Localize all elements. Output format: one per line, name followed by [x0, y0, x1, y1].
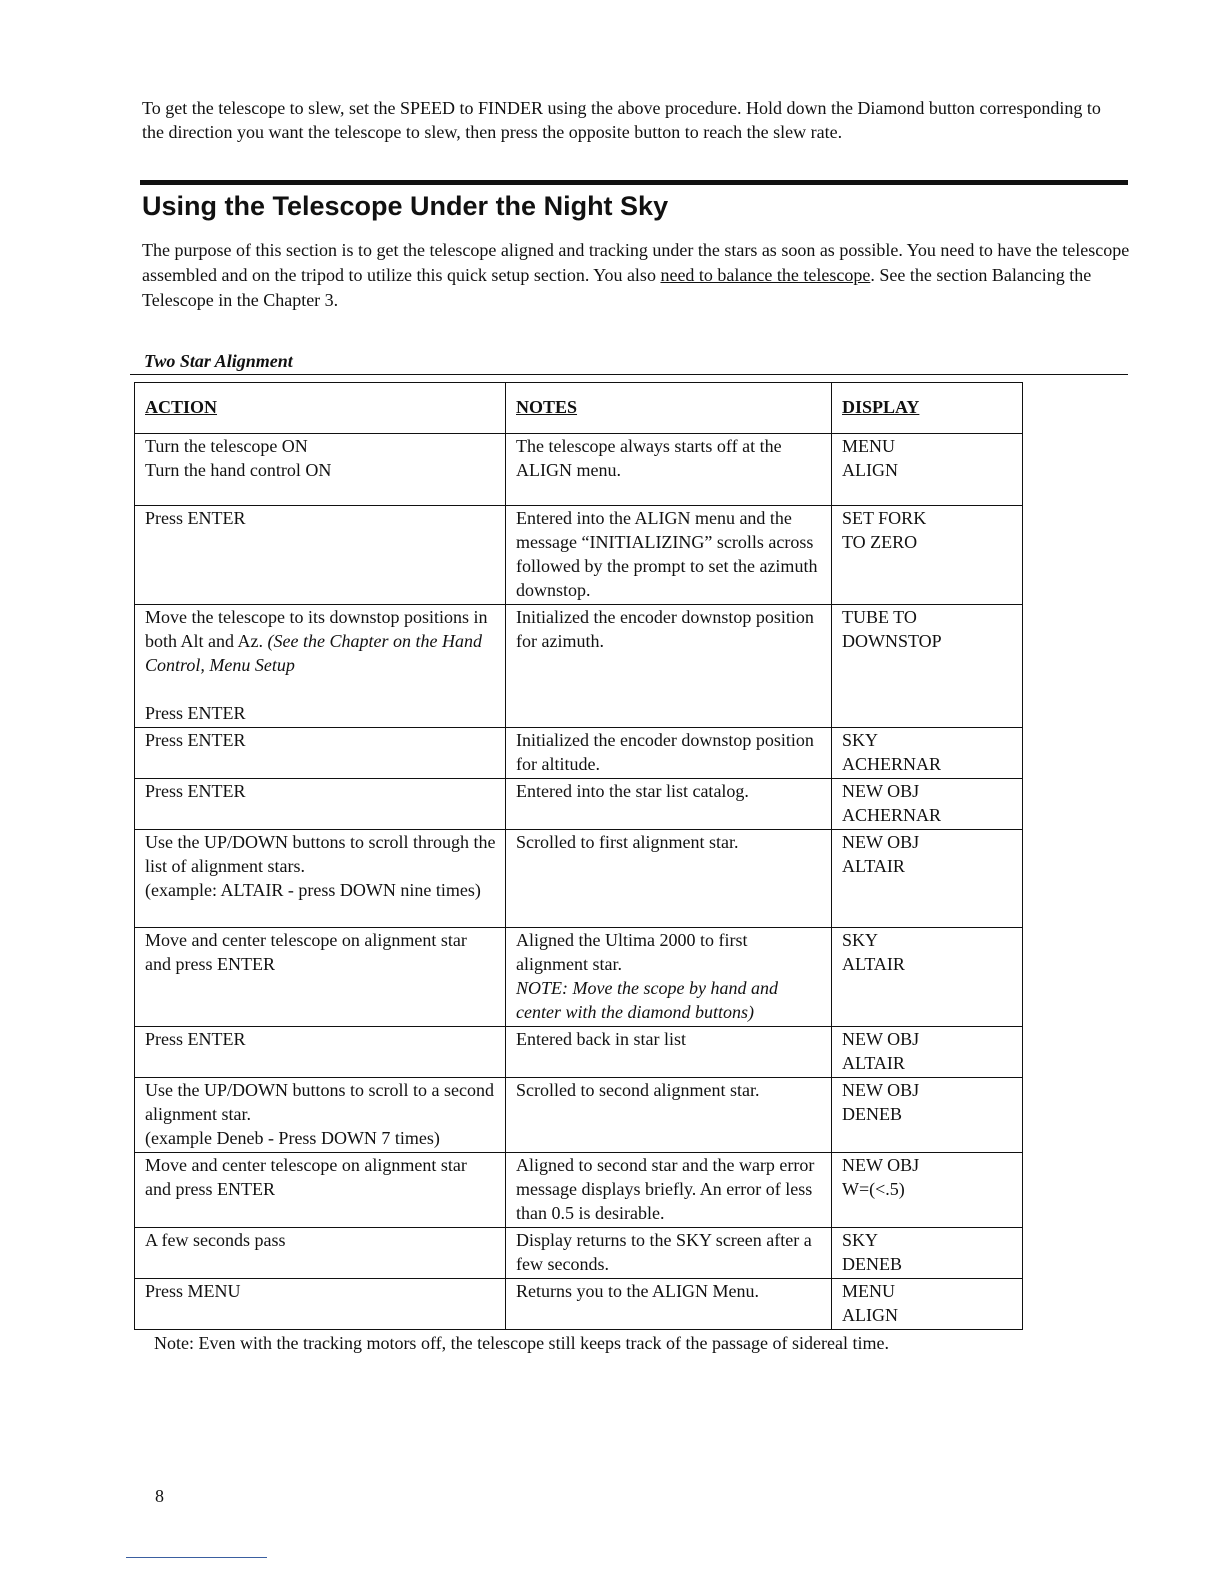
display-cell: NEW OBJ DENEB — [832, 1078, 1023, 1153]
display-cell: SET FORK TO ZERO — [832, 506, 1023, 605]
notes-cell: Scrolled to first alignment star. — [506, 830, 832, 928]
action-cell: Move and center telescope on alignment star and press ENTER — [135, 1153, 506, 1228]
footnote: Note: Even with the tracking motors off, the telescope still keeps track of the passage of sidereal time. — [154, 1333, 889, 1353]
action-cell: Use the UP/DOWN buttons to scroll through the list of alignment stars. (example: ALTAIR - press DOWN nine times) — [135, 830, 506, 928]
table-row — [135, 728, 1023, 779]
notes-cell: Scrolled to second alignment star. — [506, 1078, 832, 1153]
table-row — [135, 1027, 1023, 1078]
action-cell: Move and center telescope on alignment star and press ENTER — [135, 928, 506, 1027]
action-cell: Press ENTER — [135, 779, 506, 830]
table-header-row — [135, 383, 1023, 434]
notes-cell: The telescope always starts off at the ALIGN menu. — [506, 434, 832, 506]
section-heading: Using the Telescope Under the Night Sky — [142, 191, 669, 221]
balance-telescope-link[interactable]: need to balance the telescope — [660, 265, 871, 285]
notes-cell: Returns you to the ALIGN Menu. — [506, 1279, 832, 1330]
action-cell: Press ENTER — [135, 728, 506, 779]
action-cell: Use the UP/DOWN buttons to scroll to a second alignment star. (example Deneb - Press DOWN 7 times) — [135, 1078, 506, 1153]
purpose-text-before: The purpose of this section is to get the telescope aligned and tracking under the stars as soon as possible. You need to have the telescope assembled and on the tripod to utilize this quick setup section. You also — [142, 240, 1130, 285]
table-row — [135, 928, 1023, 1027]
notes-cell: Aligned the Ultima 2000 to first alignment star. NOTE: Move the scope by hand and center with the diamond buttons) — [506, 928, 832, 1027]
notes-cell: Entered into the star list catalog. — [506, 779, 832, 830]
table-row — [135, 830, 1023, 928]
header-display: DISPLAY — [832, 383, 1023, 434]
action-cell: Move the telescope to its downstop positions in both Alt and Az. (See the Chapter on the Hand Control, Menu Setup Press ENTER — [135, 605, 506, 728]
subsection-rule — [130, 374, 1128, 375]
action-cell: A few seconds pass — [135, 1228, 506, 1279]
table-row — [135, 605, 1023, 728]
notes-cell: Entered into the ALIGN menu and the message “INITIALIZING” scrolls across followed by the prompt to set the azimuth downstop. — [506, 506, 832, 605]
display-cell: NEW OBJ ACHERNAR — [832, 779, 1023, 830]
table-row — [135, 1078, 1023, 1153]
table-row — [135, 434, 1023, 506]
footer-line — [126, 1557, 267, 1558]
notes-cell: Initialized the encoder downstop position for azimuth. — [506, 605, 832, 728]
notes-cell: Entered back in star list — [506, 1027, 832, 1078]
display-cell: SKY ACHERNAR — [832, 728, 1023, 779]
action-cell: Press ENTER — [135, 1027, 506, 1078]
table-row — [135, 1279, 1023, 1330]
display-cell: SKY ALTAIR — [832, 928, 1023, 1027]
display-cell: NEW OBJ ALTAIR — [832, 830, 1023, 928]
notes-cell: Initialized the encoder downstop position for altitude. — [506, 728, 832, 779]
table-row — [135, 779, 1023, 830]
purpose-paragraph — [142, 238, 1132, 313]
table-row — [135, 1228, 1023, 1279]
header-notes: NOTES — [506, 383, 832, 434]
display-cell: SKY DENEB — [832, 1228, 1023, 1279]
action-cell: Press ENTER — [135, 506, 506, 605]
notes-cell: Display returns to the SKY screen after a few seconds. — [506, 1228, 832, 1279]
header-action: ACTION — [135, 383, 506, 434]
table-row — [135, 506, 1023, 605]
display-cell: MENU ALIGN — [832, 1279, 1023, 1330]
display-cell: MENU ALIGN — [832, 434, 1023, 506]
subsection-heading: Two Star Alignment — [144, 351, 293, 371]
display-cell: TUBE TO DOWNSTOP — [832, 605, 1023, 728]
alignment-table — [134, 382, 1023, 1330]
section-divider — [140, 180, 1128, 185]
page-number: 8 — [155, 1486, 164, 1506]
table-row — [135, 1153, 1023, 1228]
display-cell: NEW OBJ W=(<.5) — [832, 1153, 1023, 1228]
notes-cell: Aligned to second star and the warp error message displays briefly. An error of less than 0.5 is desirable. — [506, 1153, 832, 1228]
display-cell: NEW OBJ ALTAIR — [832, 1027, 1023, 1078]
purpose-text-after: . See the section Balancing the Telescope in the Chapter 3. — [142, 265, 1092, 310]
action-cell: Turn the telescope ON Turn the hand control ON — [135, 434, 506, 506]
action-cell: Press MENU — [135, 1279, 506, 1330]
intro-paragraph: To get the telescope to slew, set the SPEED to FINDER using the above procedure. Hold down the Diamond button corresponding to the direction you want the telescope to slew, then press the opposite button to reach the slew rate. — [142, 98, 1101, 142]
